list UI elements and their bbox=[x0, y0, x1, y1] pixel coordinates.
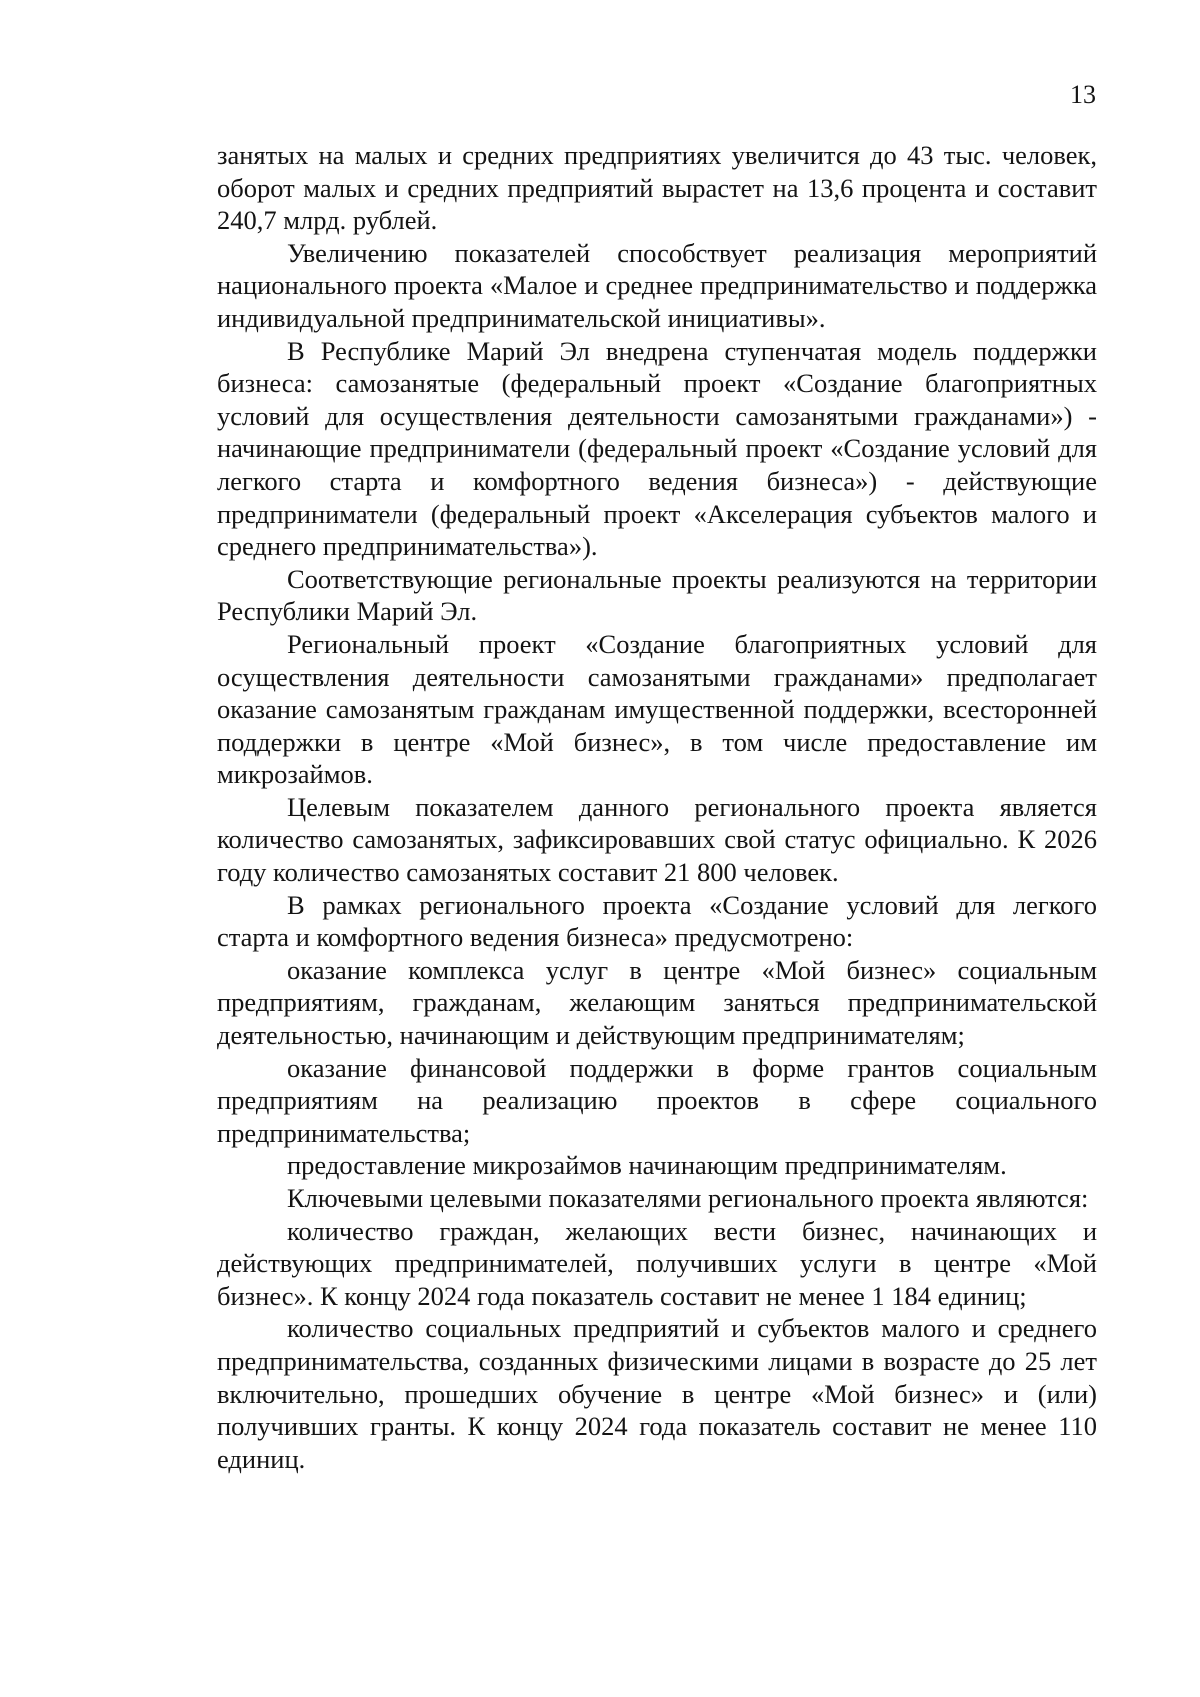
page-number: 13 bbox=[1070, 80, 1096, 109]
list-item: количество граждан, желающих вести бизнес, начинающих и действующих предпринимателей, получивших услуги в центре «Мой бизнес». К концу 2024 года показатель составит не менее 1 184 единиц; bbox=[217, 1215, 1097, 1311]
list-item: количество социальных предприятий и субъектов малого и среднего предпринимательства, созданных физическими лицами в возрасте до 25 лет включительно, прошедших обучение в центре «Мой бизнес» и (или) получивших гранты. К концу 2024 года показатель составит не менее 110 единиц. bbox=[217, 1313, 1097, 1474]
list-item: оказание комплекса услуг в центре «Мой бизнес» социальным предприятиям, гражданам, желающим заняться предпринимательской деятельностью, начинающим и действующим предпринимателям; bbox=[217, 954, 1097, 1051]
paragraph: Ключевыми целевыми показателями регионального проекта являются: bbox=[287, 1183, 1089, 1213]
document-body bbox=[217, 139, 1097, 1475]
paragraph: Соответствующие региональные проекты реализуются на территории Республики Марий Эл. bbox=[217, 563, 1097, 627]
paragraph: Увеличению показателей способствует реализация мероприятий национального проекта «Малое и среднее предпринимательство и поддержка индивидуальной предпринимательской инициативы». bbox=[217, 237, 1097, 333]
paragraph: занятых на малых и средних предприятиях увеличится до 43 тыс. человек, оборот малых и средних предприятий вырастет на 13,6 процента и составит 240,7 млрд. рублей. bbox=[217, 140, 1097, 236]
list-item: предоставление микрозаймов начинающим предпринимателям. bbox=[287, 1150, 1007, 1181]
paragraph: В Республике Марий Эл внедрена ступенчатая модель поддержки бизнеса: самозанятые (федеральный проект «Создание благоприятных условий для осуществления деятельности самозанятыми гражданами») - начинающие предприниматели (федеральный проект «Создание условий для легкого старта и комфортного ведения бизнеса») - действующие предприниматели (федеральный проект «Акселерация субъектов малого и среднего предпринимательства»). bbox=[217, 335, 1097, 562]
paragraph: Целевым показателем данного регионального проекта является количество самозанятых, зафиксировавших свой статус официально. К 2026 году количество самозанятых составит 21 800 человек. bbox=[217, 791, 1097, 888]
paragraph: Региональный проект «Создание благоприятных условий для осуществления деятельности самозанятыми гражданами» предполагает оказание самозанятым гражданам имущественной поддержки, всесторонней поддержки в центре «Мой бизнес», в том числе предоставление им микрозаймов. bbox=[217, 628, 1097, 790]
paragraph: В рамках регионального проекта «Создание условий для легкого старта и комфортного ведения бизнеса» предусмотрено: bbox=[217, 889, 1097, 953]
list-item: оказание финансовой поддержки в форме грантов социальным предприятиям на реализацию проектов в сфере социального предпринимательства; bbox=[217, 1052, 1097, 1148]
